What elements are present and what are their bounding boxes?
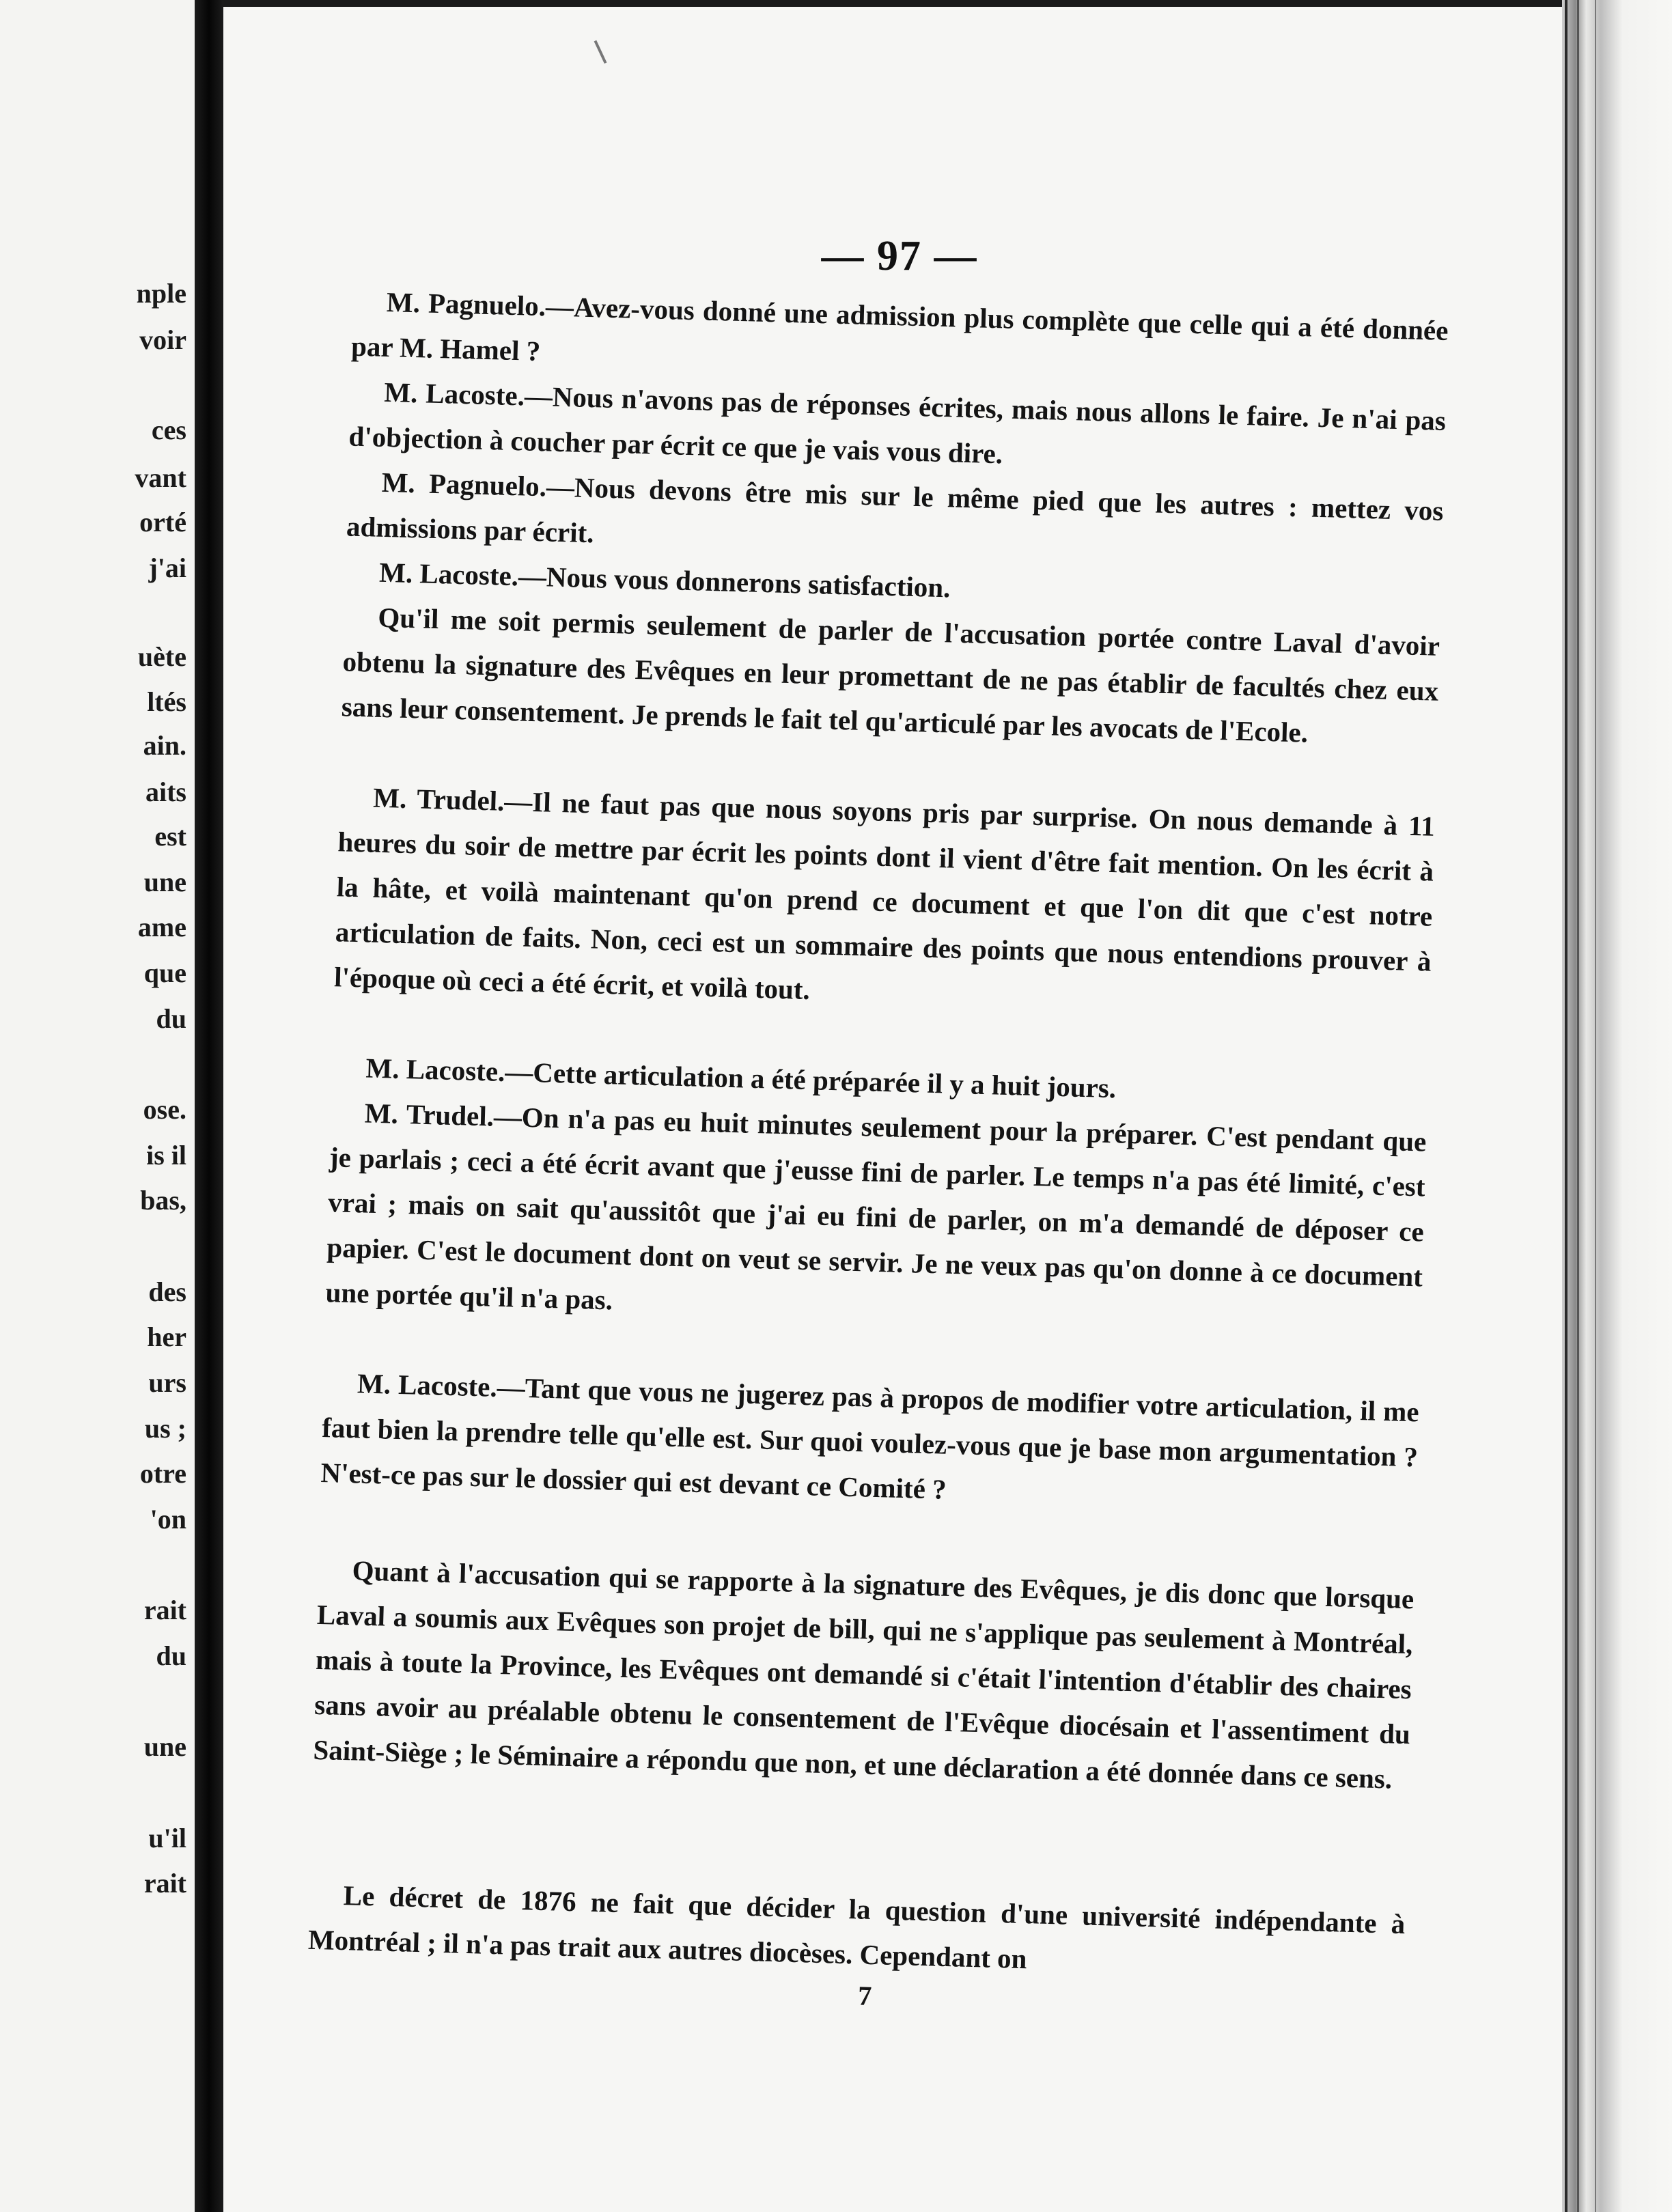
paragraph: M. Lacoste.—Nous vous donnerons satisfaction.: [378, 556, 951, 604]
left-page-fragment: j'ai: [148, 552, 186, 583]
left-page-fragment: une: [143, 1731, 186, 1762]
left-page-fragment: orté: [139, 507, 186, 537]
left-page-fragment: 'on: [150, 1504, 186, 1535]
left-page-fragment: ame: [137, 912, 186, 942]
left-page-fragment: du: [156, 1640, 186, 1671]
paragraph: M. Trudel.—Il ne faut pas que nous soyons pris par surprise. On nous demande à 11 heures du soir de mettre par écrit les points dont il vient d'être fait mention. On les écrit à la hâte, et voilà maintenant qu'on prend ce document et que l'on dit que c'est notre articulation de faits. Non, ceci est un sommaire des points que nous entendions prouver à l'époque où ceci a été écrit, et voilà tout.: [333, 781, 1436, 1006]
left-page-fragment: que: [143, 957, 186, 988]
left-page-fragment: du: [156, 1003, 186, 1034]
left-page-fragment: aits: [145, 776, 186, 807]
left-page-fragment: uète: [137, 641, 186, 672]
paragraph: M. Lacoste.—Nous n'avons pas de réponses écrites, mais nous allons le faire. Je n'ai pas d'objection à coucher par écrit ce que je vais vous dire.: [348, 376, 1447, 470]
paper-mark: [594, 40, 607, 64]
paragraph: M. Lacoste.—Tant que vous ne jugerez pas à propos de modifier votre articulation, il me faut bien la prendre telle qu'elle est. Sur quoi voulez-vous que je base mon argumentation ? N'est-ce pas sur le dossier qui est devant ce Comité ?: [320, 1367, 1420, 1505]
left-page-fragment: des: [148, 1276, 186, 1307]
left-page-fragment: us ;: [144, 1413, 186, 1444]
previous-page-edge: [0, 0, 195, 2212]
signature-mark: 7: [857, 1980, 872, 2012]
book-gutter: [195, 0, 223, 2212]
left-page-fragment: u'il: [148, 1823, 186, 1853]
left-page-fragment: est: [154, 821, 186, 852]
page-body: [223, 275, 1562, 2059]
paragraph: M. Pagnuelo.—Nous devons être mis sur le même pied que les autres : mettez vos admissions par écrit.: [346, 466, 1444, 549]
left-page-fragment: rait: [143, 1868, 186, 1899]
left-page-fragment: rait: [143, 1595, 186, 1625]
left-page-fragment: nple: [136, 278, 186, 309]
left-page-fragment: ain.: [143, 730, 186, 761]
left-page-fragment: her: [147, 1321, 186, 1352]
paragraph: Quant à l'accusation qui se rapporte à la signature des Evêques, je dis donc que lorsque Laval a soumis aux Evêques son projet de bill, qui ne s'applique pas seulement à Montréal, mais à toute la Province, les Evêques ont demandé si c'était l'intention d'établir des chaires sans avoir au préalable obtenu le consentement de l'Evêque diocésain et l'assentiment du Saint-Siège ; le Séminaire a répondu que non, et une déclaration a été donnée dans ce sens.: [313, 1554, 1415, 1795]
paragraph: M. Trudel.—On n'a pas eu huit minutes seulement pour la préparer. C'est pendant que je parlais ; ceci a été écrit avant que j'eusse fini de parler. Le temps n'a pas été limité, c'est vrai ; mais on sait qu'aussitôt que j'ai eu fini de parler, on m'a demandé de déposer ce papier. C'est le document dont on veut se servir. Je ne veux pas qu'on donne à ce document une portée qu'il n'a pas.: [325, 1097, 1427, 1316]
left-page-fragment: une: [143, 867, 186, 897]
paragraph: M. Lacoste.—Cette articulation a été préparée il y a huit jours.: [365, 1052, 1117, 1104]
paragraph: Le décret de 1876 ne fait que décider la question d'une université indépendante à Montréal ; il n'a pas trait aux autres diocèses. Cependant on: [307, 1879, 1406, 1975]
paragraph: Qu'il me soit permis seulement de parler de l'accusation portée contre Laval d'avoir obtenu la signature des Evêques en leur promettant de ne pas établir de facultés chez eux sans leur consentement. Je prends le fait tel qu'articulé par les avocats de l'Ecole.: [341, 601, 1440, 748]
left-page-fragment: otre: [139, 1458, 186, 1489]
left-page-fragment: ose.: [143, 1094, 186, 1125]
stacked-page-edge: [1562, 0, 1672, 2212]
left-page-fragment: ces: [151, 415, 186, 445]
paragraph: M. Pagnuelo.—Avez-vous donné une admission plus complète que celle qui a été donnée par M. Hamel ?: [350, 285, 1449, 367]
left-page-fragment: ltés: [147, 686, 186, 717]
left-page-fragment: bas,: [140, 1185, 186, 1216]
left-page-fragment: vant: [135, 462, 186, 493]
left-page-fragment: urs: [148, 1367, 186, 1398]
left-page-fragment: is il: [146, 1140, 186, 1171]
page-number: — 97 —: [821, 233, 978, 279]
left-page-fragment: voir: [139, 324, 186, 355]
document-page: [223, 0, 1562, 2212]
